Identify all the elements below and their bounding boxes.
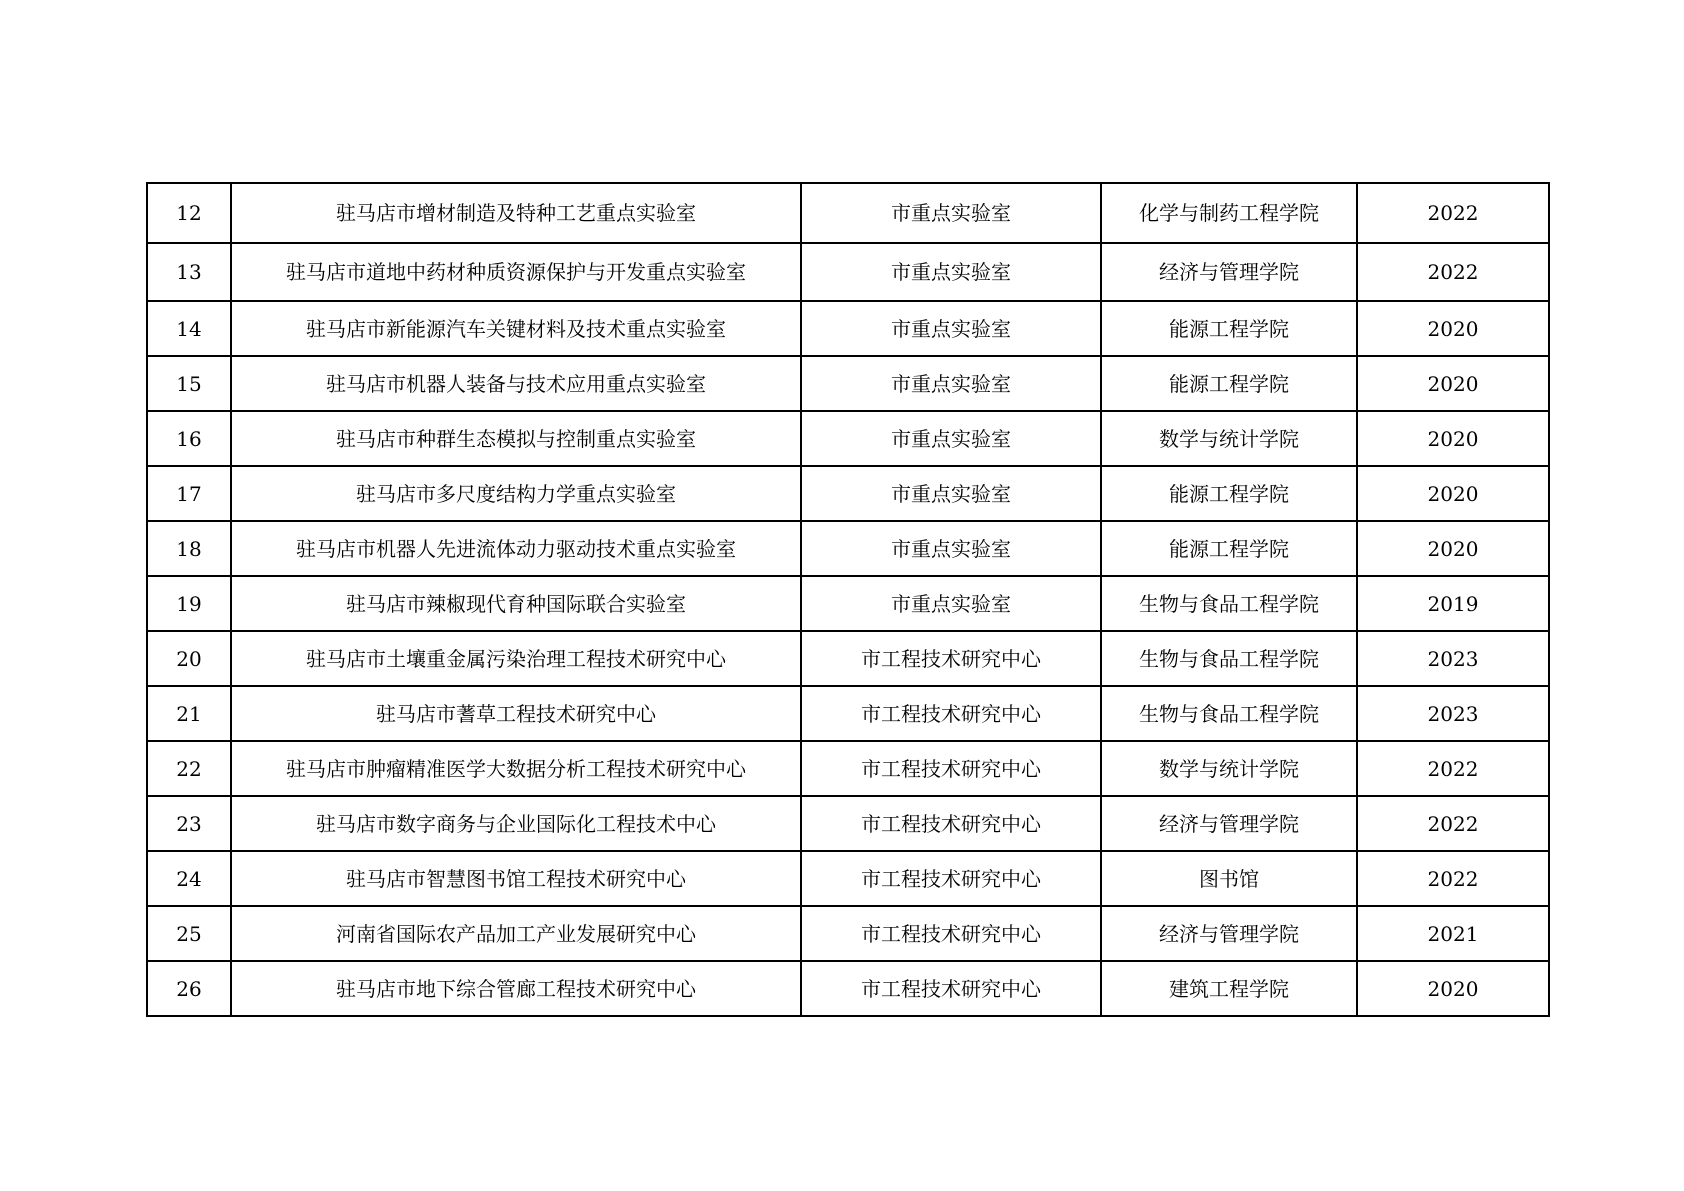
year-cell: 2020 [1357, 466, 1549, 521]
table-row [147, 411, 1549, 466]
table-row [147, 741, 1549, 796]
year-cell: 2022 [1357, 851, 1549, 906]
platform-type-cell: 市重点实验室 [801, 301, 1101, 356]
year-cell: 2020 [1357, 411, 1549, 466]
table-row [147, 961, 1549, 1016]
year-cell: 2020 [1357, 521, 1549, 576]
row-number-cell: 24 [147, 851, 231, 906]
table-row [147, 906, 1549, 961]
platform-name-cell: 驻马店市机器人先进流体动力驱动技术重点实验室 [231, 521, 801, 576]
platform-name-cell: 驻马店市智慧图书馆工程技术研究中心 [231, 851, 801, 906]
row-number-cell: 15 [147, 356, 231, 411]
platform-type-cell: 市工程技术研究中心 [801, 686, 1101, 741]
owning-unit-cell: 建筑工程学院 [1101, 961, 1357, 1016]
row-number-cell: 18 [147, 521, 231, 576]
table-row [147, 356, 1549, 411]
row-number-cell: 26 [147, 961, 231, 1016]
platform-name-cell: 驻马店市多尺度结构力学重点实验室 [231, 466, 801, 521]
owning-unit-cell: 数学与统计学院 [1101, 741, 1357, 796]
platform-name-cell: 驻马店市蓍草工程技术研究中心 [231, 686, 801, 741]
table-row [147, 183, 1549, 243]
table-row [147, 466, 1549, 521]
platform-type-cell: 市工程技术研究中心 [801, 631, 1101, 686]
owning-unit-cell: 能源工程学院 [1101, 301, 1357, 356]
row-number-cell: 13 [147, 243, 231, 301]
year-cell: 2022 [1357, 741, 1549, 796]
platform-type-cell: 市工程技术研究中心 [801, 851, 1101, 906]
table-row [147, 686, 1549, 741]
platform-type-cell: 市工程技术研究中心 [801, 961, 1101, 1016]
platform-name-cell: 驻马店市地下综合管廊工程技术研究中心 [231, 961, 801, 1016]
research-platform-table [146, 182, 1550, 1017]
table-row [147, 796, 1549, 851]
table-row [147, 576, 1549, 631]
row-number-cell: 25 [147, 906, 231, 961]
platform-name-cell: 驻马店市土壤重金属污染治理工程技术研究中心 [231, 631, 801, 686]
table-row [147, 631, 1549, 686]
row-number-cell: 23 [147, 796, 231, 851]
table-row [147, 301, 1549, 356]
year-cell: 2021 [1357, 906, 1549, 961]
platform-name-cell: 驻马店市机器人装备与技术应用重点实验室 [231, 356, 801, 411]
platform-name-cell: 驻马店市新能源汽车关键材料及技术重点实验室 [231, 301, 801, 356]
year-cell: 2019 [1357, 576, 1549, 631]
platform-type-cell: 市重点实验室 [801, 356, 1101, 411]
platform-name-cell: 驻马店市辣椒现代育种国际联合实验室 [231, 576, 801, 631]
year-cell: 2023 [1357, 631, 1549, 686]
platform-type-cell: 市工程技术研究中心 [801, 741, 1101, 796]
platform-type-cell: 市工程技术研究中心 [801, 906, 1101, 961]
platform-type-cell: 市重点实验室 [801, 466, 1101, 521]
year-cell: 2020 [1357, 301, 1549, 356]
owning-unit-cell: 图书馆 [1101, 851, 1357, 906]
owning-unit-cell: 化学与制药工程学院 [1101, 183, 1357, 243]
year-cell: 2022 [1357, 183, 1549, 243]
platform-type-cell: 市重点实验室 [801, 576, 1101, 631]
platform-name-cell: 驻马店市增材制造及特种工艺重点实验室 [231, 183, 801, 243]
platform-name-cell: 驻马店市数字商务与企业国际化工程技术中心 [231, 796, 801, 851]
row-number-cell: 20 [147, 631, 231, 686]
owning-unit-cell: 能源工程学院 [1101, 521, 1357, 576]
owning-unit-cell: 经济与管理学院 [1101, 796, 1357, 851]
table-body [147, 183, 1549, 1016]
table-row [147, 521, 1549, 576]
year-cell: 2020 [1357, 356, 1549, 411]
platform-name-cell: 河南省国际农产品加工产业发展研究中心 [231, 906, 801, 961]
owning-unit-cell: 能源工程学院 [1101, 466, 1357, 521]
owning-unit-cell: 生物与食品工程学院 [1101, 686, 1357, 741]
year-cell: 2020 [1357, 961, 1549, 1016]
owning-unit-cell: 经济与管理学院 [1101, 906, 1357, 961]
row-number-cell: 16 [147, 411, 231, 466]
platform-name-cell: 驻马店市肿瘤精准医学大数据分析工程技术研究中心 [231, 741, 801, 796]
owning-unit-cell: 生物与食品工程学院 [1101, 576, 1357, 631]
platform-name-cell: 驻马店市种群生态模拟与控制重点实验室 [231, 411, 801, 466]
platform-type-cell: 市重点实验室 [801, 521, 1101, 576]
row-number-cell: 21 [147, 686, 231, 741]
owning-unit-cell: 能源工程学院 [1101, 356, 1357, 411]
owning-unit-cell: 生物与食品工程学院 [1101, 631, 1357, 686]
table-row [147, 851, 1549, 906]
owning-unit-cell: 经济与管理学院 [1101, 243, 1357, 301]
platform-name-cell: 驻马店市道地中药材种质资源保护与开发重点实验室 [231, 243, 801, 301]
row-number-cell: 14 [147, 301, 231, 356]
year-cell: 2022 [1357, 243, 1549, 301]
row-number-cell: 17 [147, 466, 231, 521]
table-row [147, 243, 1549, 301]
row-number-cell: 12 [147, 183, 231, 243]
year-cell: 2022 [1357, 796, 1549, 851]
owning-unit-cell: 数学与统计学院 [1101, 411, 1357, 466]
platform-type-cell: 市重点实验室 [801, 411, 1101, 466]
platform-type-cell: 市重点实验室 [801, 243, 1101, 301]
platform-type-cell: 市工程技术研究中心 [801, 796, 1101, 851]
row-number-cell: 19 [147, 576, 231, 631]
year-cell: 2023 [1357, 686, 1549, 741]
row-number-cell: 22 [147, 741, 231, 796]
platform-type-cell: 市重点实验室 [801, 183, 1101, 243]
